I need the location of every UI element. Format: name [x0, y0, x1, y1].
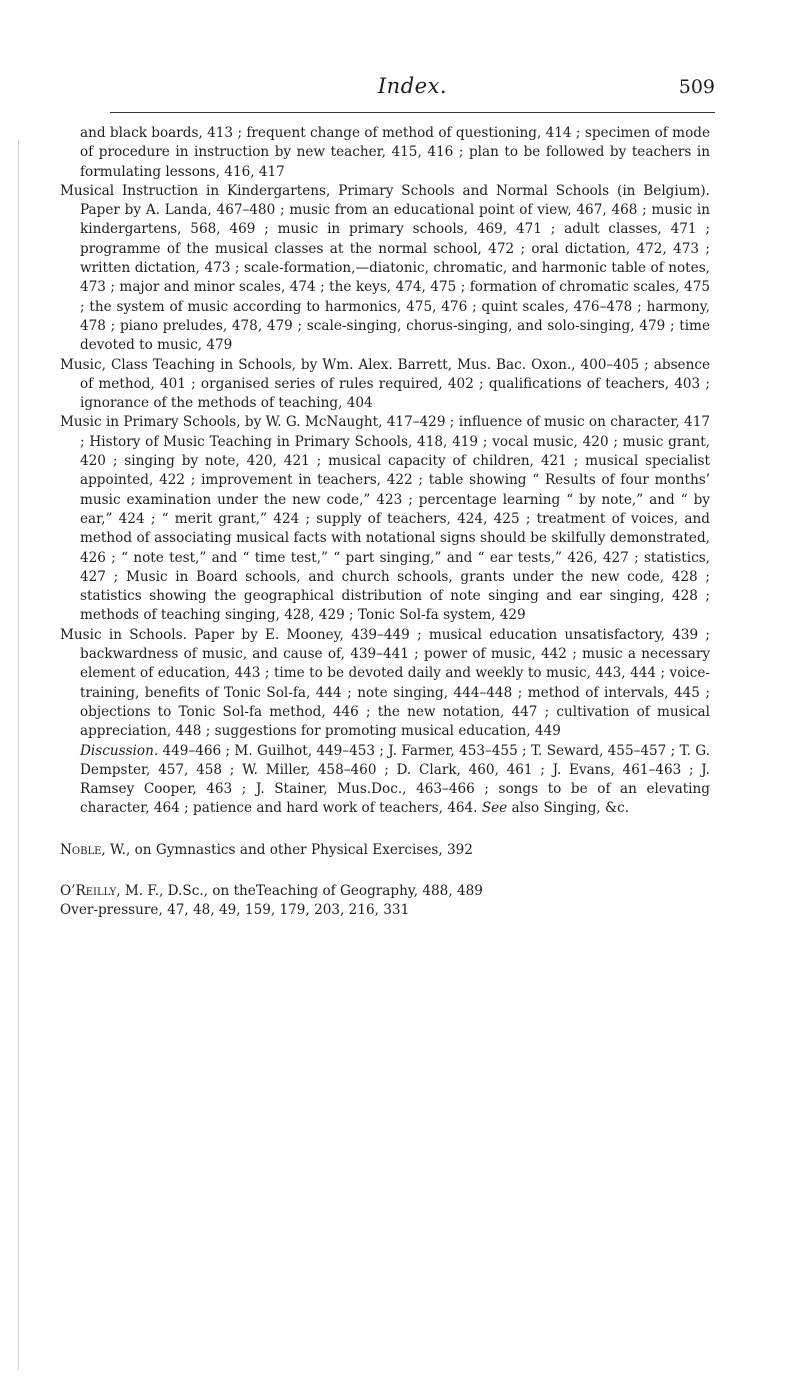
index-entry-noble [60, 841, 710, 860]
index-entry-continuation: and black boards, 413 ; frequent change of method of questioning, 414 ; specimen of mode of procedure in instruction by new teacher, 415, 416 ; plan to be followed by teachers in formulating lessons, 416, 417 [80, 125, 710, 180]
section-gap-o [60, 860, 710, 882]
author-name-oreilly: O’Reilly [60, 882, 117, 899]
header-rule [110, 112, 715, 113]
discussion-text: 449–466 ; M. Guilhot, 449–453 ; J. Farmer, 453–455 ; T. Seward, 455–457 ; T. G. Dempster, 457, 458 ; W. Miller, 458–460 ; D. Clark, 460, 461 ; J. Evans, 461–463 ; J. Ramsey Cooper, 463 ; J. Stainer, Mus.Doc., 463–466 ; songs to be of an elevating character, 464 ; patience and hard work of teachers, 464. [80, 742, 710, 817]
index-entry-music-class-teaching: Music, Class Teaching in Schools, by Wm. Alex. Barrett, Mus. Bac. Oxon., 400–405 ; absence of method, 401 ; organised series of rules required, 402 ; qualifications of teachers, 403 ; ignorance of the methods of teaching, 404 [60, 356, 710, 412]
page-edge-shadow [18, 140, 19, 1370]
index-entry-musical-instruction: Musical Instruction in Kindergartens, Primary Schools and Normal Schools (in Belgium). Paper by A. Landa, 467–480 ; music from an educational point of view, 467, 468 ; music in kindergartens, 568, 469 ; music in primary schools, 469, 471 ; adult classes, 471 ; programme of the musical classes at the normal school, 472 ; oral dictation, 472, 473 ; written dictation, 473 ; scale-formation,—diatonic, chromatic, and harmonic table of notes, 473 ; major and minor scales, 474 ; the keys, 474, 475 ; formation of chromatic scales, 475 ; the system of music according to harmonics, 475, 476 ; quint scales, 476–478 ; harmony, 478 ; piano preludes, 478, 479 ; scale-singing, chorus-singing, and solo-singing, 479 ; time devoted to music, 479 [60, 182, 710, 354]
index-body [60, 124, 710, 921]
index-entry-over-pressure: Over-pressure, 47, 48, 49, 159, 179, 203, 216, 331 [60, 902, 410, 919]
section-gap-n [60, 819, 710, 841]
header-title: Index. [377, 74, 448, 98]
see-also-text: also Singing, &c. [507, 800, 630, 817]
index-entry-discussion [60, 742, 710, 819]
index-entry-music-in-schools: Music in Schools. Paper by E. Mooney, 439–449 ; musical education unsatisfactory, 439 ; backwardness of music, and cause of, 439–441 ; power of music, 442 ; music a necessary element of education, 443 ; time to be devoted daily and weekly to music, 443, 444 ; voice-training, benefits of Tonic Sol-fa, 444 ; note singing, 444–448 ; method of intervals, 445 ; objections to Tonic Sol-fa method, 446 ; the new notation, 447 ; cultivation of musical appreciation, 448 ; suggestions for promoting musical education, 449 [60, 626, 710, 740]
see-also-label: See [481, 800, 508, 817]
index-entry-music-primary-schools: Music in Primary Schools, by W. G. McNaught, 417–429 ; influence of music on character, 417 ; History of Music Teaching in Primary Schools, 418, 419 ; vocal music, 420 ; music grant, 420 ; singing by note, 420, 421 ; musical capacity of children, 421 ; musical specialist appointed, 422 ; improvement in teachers, 422 ; table showing “ Results of four months’ music examination under the new code,” 423 ; percentage learning “ by note,” and “ by ear,” 424 ; “ merit grant,” 424 ; supply of teachers, 424, 425 ; treatment of voices, and method of associating musical facts with notational signs should be skilfully demonstrated, 426 ; “ note test,” and “ time test,” “ part singing,” and “ ear tests,” 426, 427 ; statistics, 427 ; Music in Board schools, and church schools, grants under the new code, 428 ; statistics showing the geographical distribution of note singing and ear singing, 428 ; methods of teaching singing, 428, 429 ; Tonic Sol-fa system, 429 [60, 414, 710, 624]
page-number: 509 [678, 76, 715, 98]
index-entry-oreilly [60, 882, 710, 901]
discussion-label: Discussion. [80, 742, 159, 759]
author-name-noble: Noble [60, 841, 102, 858]
entry-text-noble: , W., on Gymnastics and other Physical Exercises, 392 [101, 841, 473, 858]
running-header [110, 74, 715, 106]
entry-text-oreilly: , M. F., D.Sc., on theTeaching of Geography, 488, 489 [116, 882, 483, 899]
